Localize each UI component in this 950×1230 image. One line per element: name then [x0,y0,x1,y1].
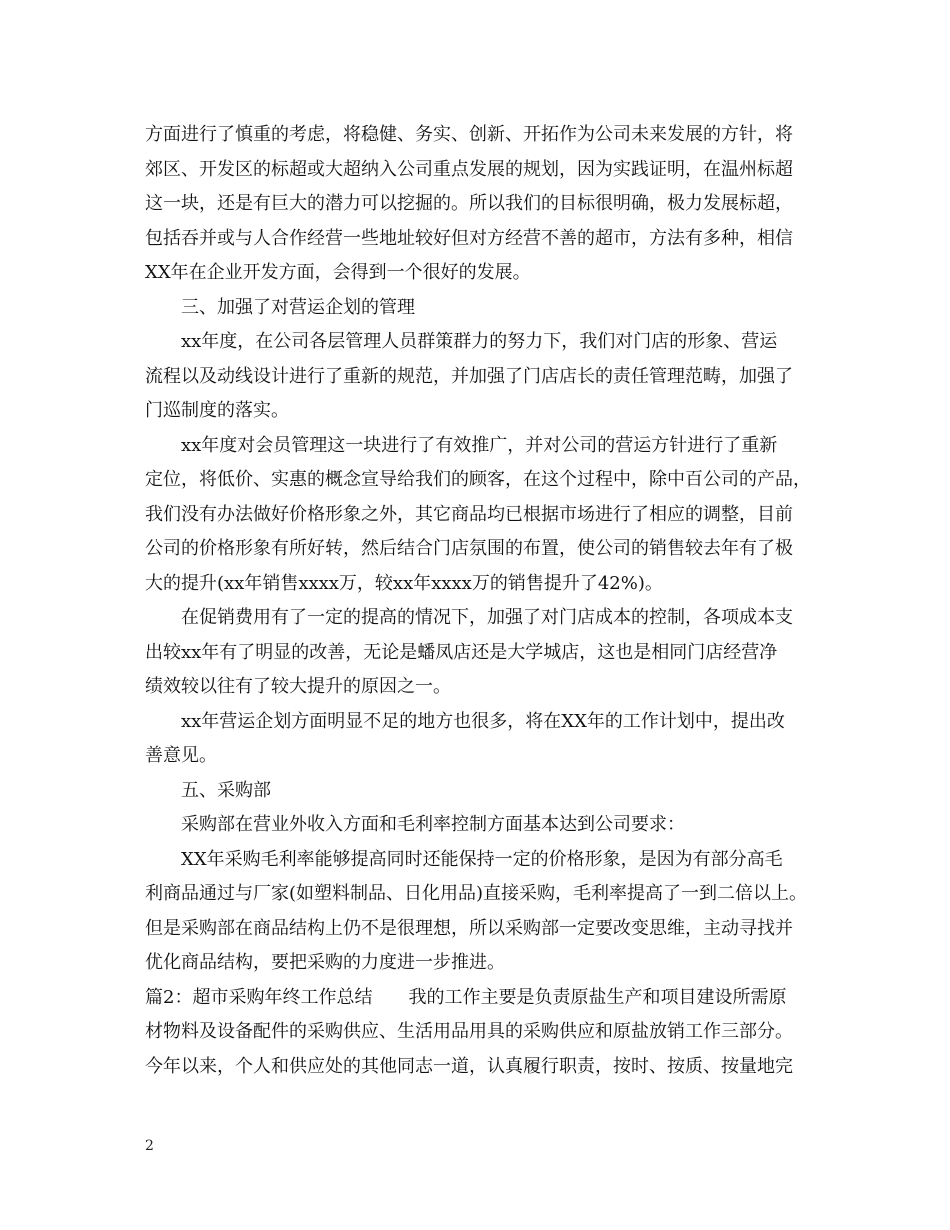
text-line: 出较xx年有了明显的改善，无论是蟠凤店还是大学城店，这也是相同门店经营净 [145,641,778,663]
text-line: 门巡制度的落实。 [145,400,289,421]
text-line: 五、采购部 [181,779,271,801]
text-line: 今年以来，个人和供应处的其他同志一道，认真履行职责，按时、按质、按量地完 [145,1055,793,1077]
text-line: 但是采购部在商品结构上仍不是很理想，所以采购部一定要改变思维，主动寻找并 [145,917,793,939]
text-line: xx年营运企划方面明显不足的地方也很多，将在XX年的工作计划中，提出改 [181,710,785,732]
text-line: 优化商品结构，要把采购的力度进一步推进。 [145,952,505,973]
text-line: 材物料及设备配件的采购供应、生活用品用具的采购供应和原盐放销工作三部分。 [145,1021,793,1042]
text-line: XX年采购毛利率能够提高同时还能保持一定的价格形象，是因为有部分高毛 [181,848,783,870]
text-line: 三、加强了对营运企划的管理 [181,296,415,318]
text-line: 公司的价格形象有所好转，然后结合门店氛围的布置，使公司的销售较去年有了极 [145,538,793,559]
text-line: XX年在企业开发方面，会得到一个很好的发展。 [145,262,531,283]
text-line: 大的提升(xx年销售xxxx万，较xx年xxxx万的销售提升了42%)。 [145,572,663,594]
page-number: 2 [145,1138,154,1154]
text-line: 我们没有办法做好价格形象之外，其它商品均已根据市场进行了相应的调整，目前 [145,503,793,525]
text-line: 采购部在营业外收入方面和毛利率控制方面基本达到公司要求： [181,814,685,835]
text-line: 这一块，还是有巨大的潜力可以挖掘的。所以我们的目标很明确，极力发展标超， [145,193,793,214]
text-line: 在促销费用有了一定的提高的情况下，加强了对门店成本的控制，各项成本支 [181,607,793,628]
text-line: 绩效较以往有了较大提升的原因之一。 [145,676,451,697]
document-body [145,118,815,1084]
text-line: 定位，将低价、实惠的概念宣导给我们的顾客，在这个过程中，除中百公司的产品， [145,469,811,490]
text-line: 善意见。 [145,745,217,766]
text-line: xx年度对会员管理这一块进行了有效推广，并对公司的营运方针进行了重新 [181,434,778,456]
text-line: 利商品通过与厂家(如塑料制品、日化用品)直接采购，毛利率提高了一到二倍以上。 [145,883,808,904]
text-line: xx年度，在公司各层管理人员群策群力的努力下，我们对门店的形象、营运 [181,331,778,352]
text-line: 方面进行了慎重的考虑，将稳健、务实、创新、开拓作为公司未来发展的方针，将 [145,124,793,145]
text-line: 郊区、开发区的标超或大超纳入公司重点发展的规划，因为实践证明，在温州标超 [145,158,793,180]
text-line: 篇2：超市采购年终工作总结 我的工作主要是负责原盐生产和项目建设所需原 [145,986,787,1008]
text-line: 流程以及动线设计进行了重新的规范，并加强了门店店长的责任管理范畴，加强了 [145,365,793,387]
text-line: 包括吞并或与人合作经营一些地址较好但对方经营不善的超市，方法有多种，相信 [145,227,793,249]
